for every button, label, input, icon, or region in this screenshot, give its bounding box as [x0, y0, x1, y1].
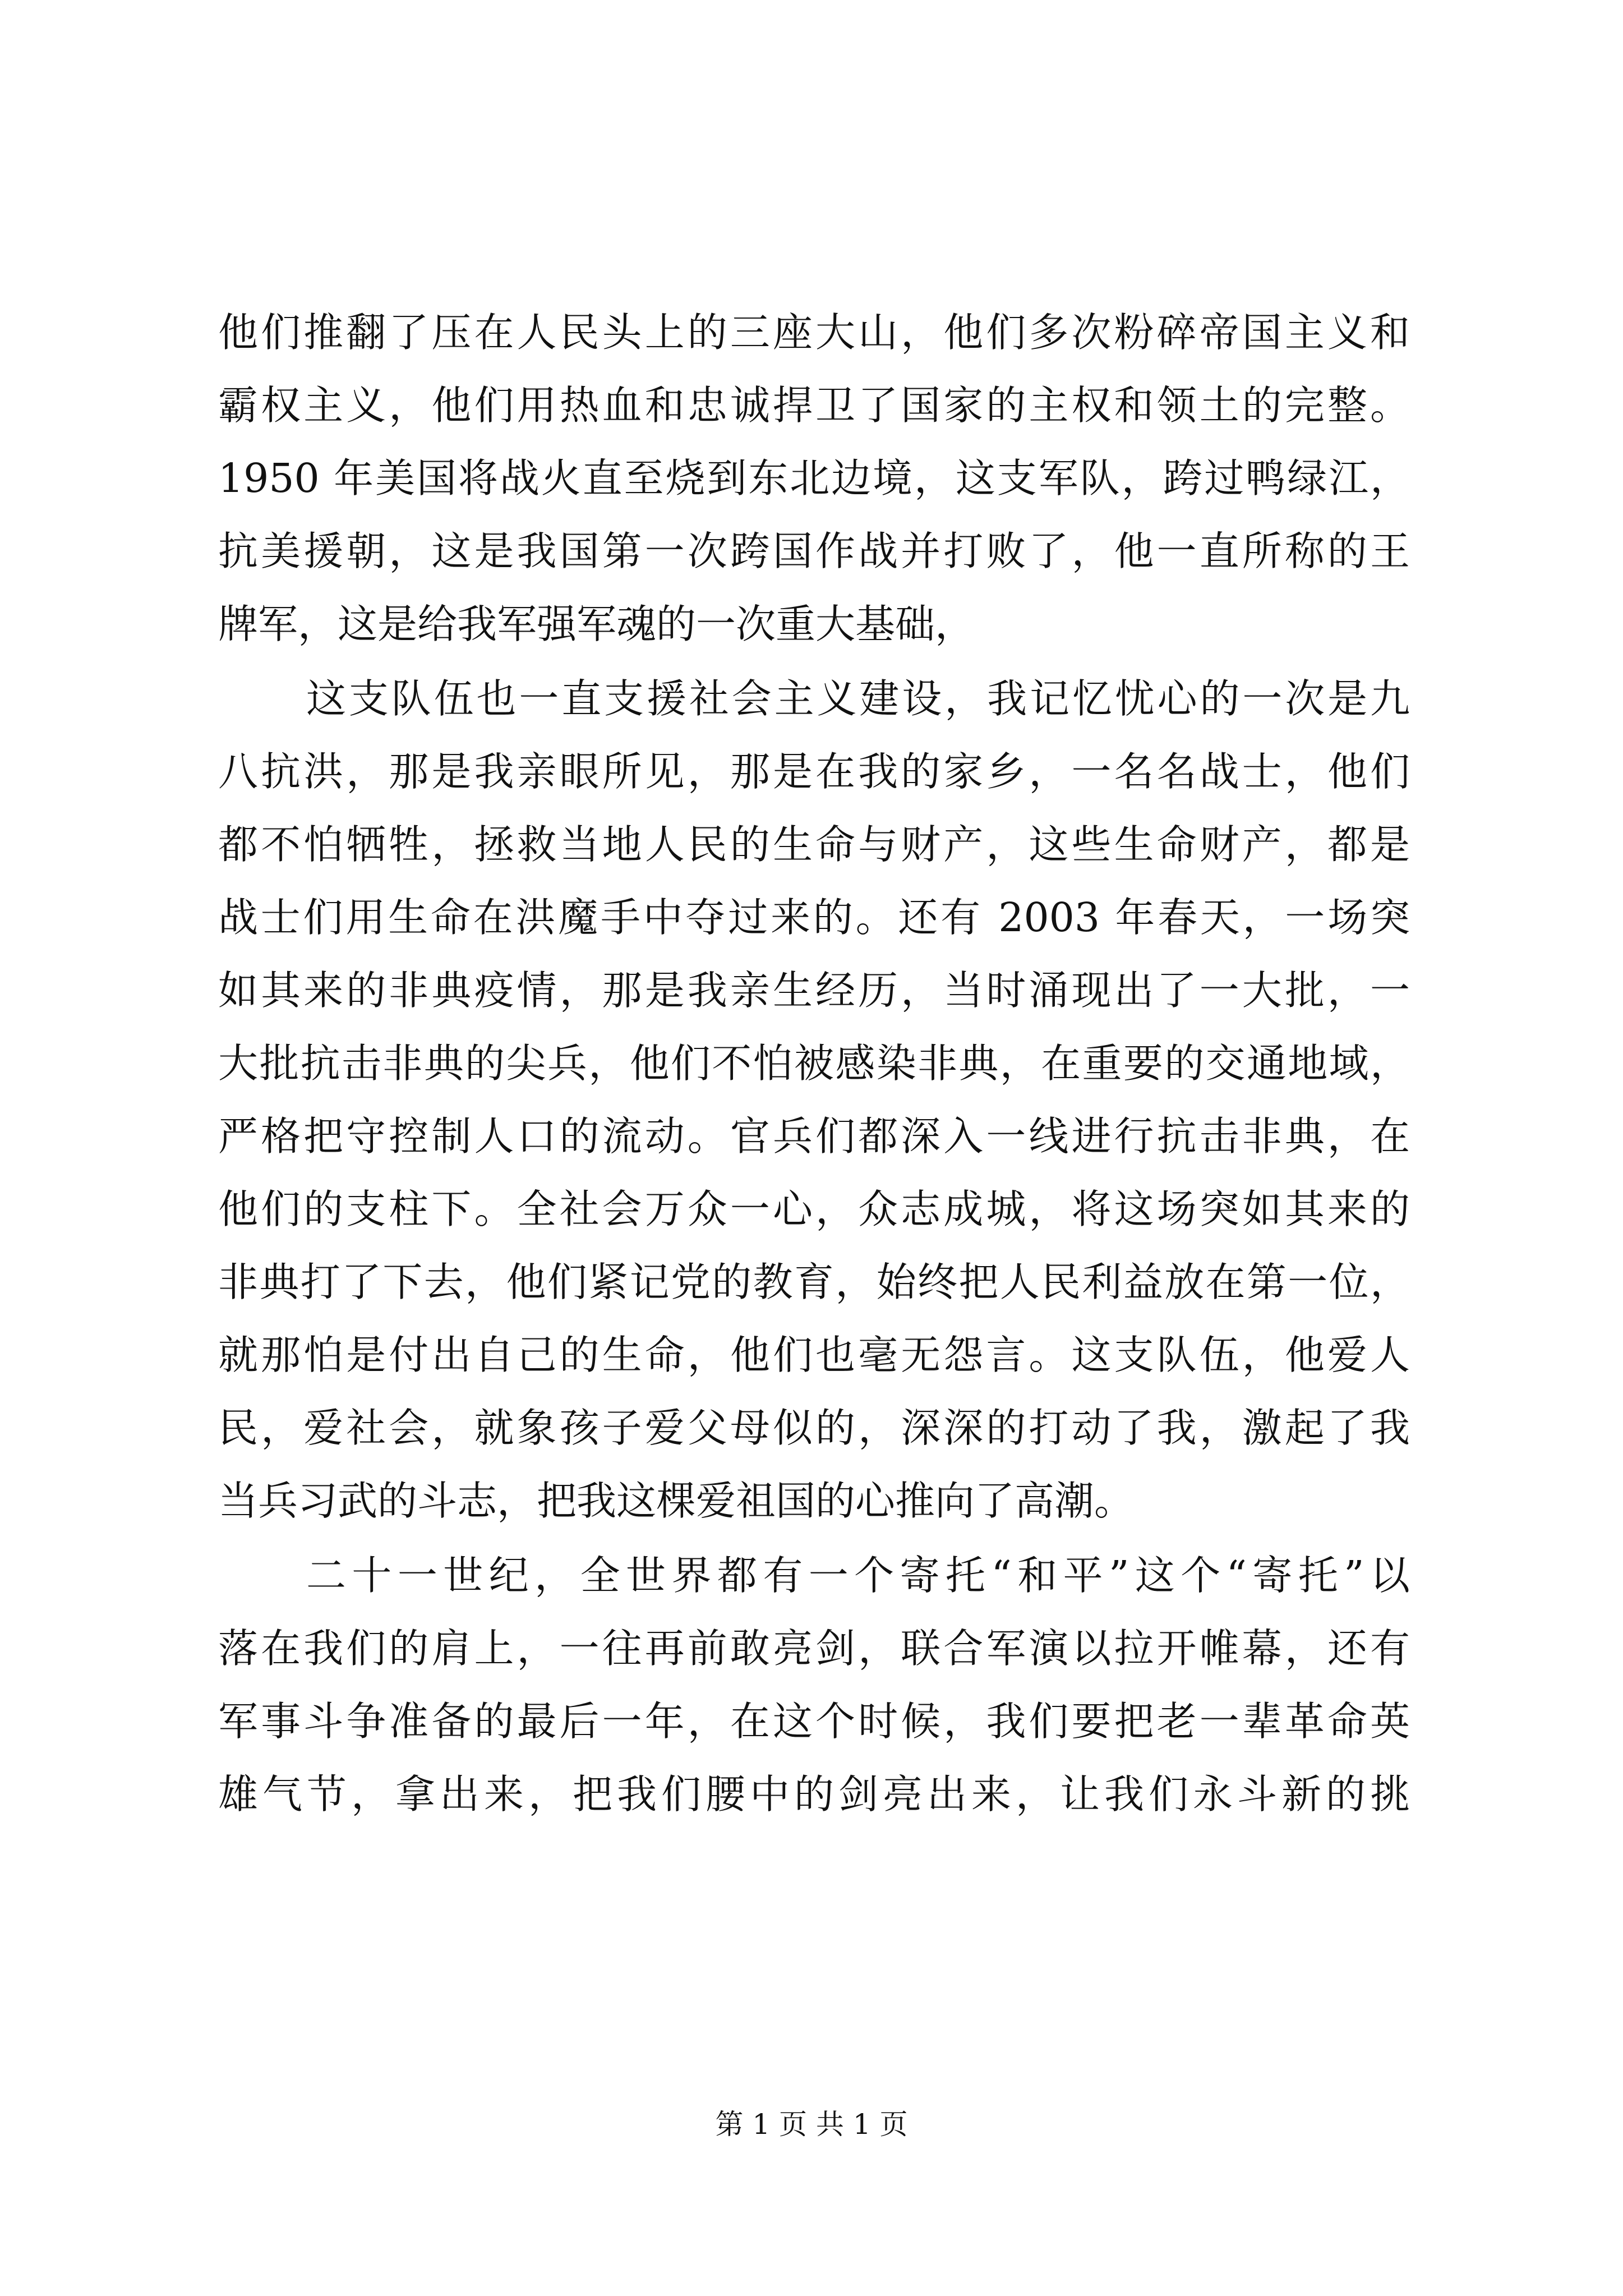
paragraph-2-line-1: 这支队伍也一直支援社会主义建设，我记忆忧心的一次是九 [306, 675, 1410, 722]
paragraph-1-line-2: 霸权主义，他们用热血和忠诚捍卫了国家的主权和领土的完整。 [218, 382, 1410, 429]
paragraph-2-line-2: 八抗洪，那是我亲眼所见，那是在我的家乡，一名名战士，他们 [218, 748, 1410, 795]
paragraph-2-line-3: 都不怕牺牲，拯救当地人民的生命与财产，这些生命财产，都是 [218, 821, 1410, 868]
page-number-footer: 第 1 页 共 1 页 [715, 2108, 908, 2141]
paragraph-2-line-10: 就那怕是付出自己的生命，他们也毫无怨言。这支队伍，他爱人 [218, 1332, 1410, 1378]
paragraph-3-line-4: 雄气节，拿出来，把我们腰中的剑亮出来，让我们永斗新的挑 [218, 1771, 1410, 1818]
paragraph-2-line-7: 严格把守控制人口的流动。官兵们都深入一线进行抗击非典，在 [218, 1113, 1410, 1159]
paragraph-2-line-9: 非典打了下去，他们紧记党的教育，始终把人民利益放在第一位， [218, 1259, 1410, 1305]
paragraph-3-line-1: 二十一世纪，全世界都有一个寄托“和平”这个“寄托”以 [306, 1552, 1410, 1599]
paragraph-2-line-6: 大批抗击非典的尖兵，他们不怕被感染非典，在重要的交通地域， [218, 1040, 1410, 1087]
paragraph-3-line-2: 落在我们的肩上，一往再前敢亮剑，联合军演以拉开帷幕，还有 [218, 1625, 1410, 1672]
paragraph-2-line-4: 战士们用生命在洪魔手中夺过来的。还有 2003 年春天，一场突 [218, 894, 1410, 941]
paragraph-1-line-4: 抗美援朝，这是我国第一次跨国作战并打败了，他一直所称的王 [218, 528, 1410, 574]
paragraph-3-line-3: 军事斗争准备的最后一年，在这个时候，我们要把老一辈革命英 [218, 1698, 1410, 1745]
paragraph-2-line-8: 他们的支柱下。全社会万众一心，众志成城，将这场突如其来的 [218, 1186, 1410, 1232]
paragraph-1-line-3: 1950 年美国将战火直至烧到东北边境，这支军队，跨过鸭绿江， [218, 455, 1410, 501]
paragraph-2-line-11: 民，爱社会，就象孩子爱父母似的，深深的打动了我，激起了我 [218, 1405, 1410, 1451]
paragraph-2-line-12: 当兵习武的斗志，把我这棵爱祖国的心推向了高潮。 [218, 1478, 1135, 1524]
paragraph-1-line-1: 他们推翻了压在人民头上的三座大山，他们多次粉碎帝国主义和 [218, 309, 1410, 356]
paragraph-2-line-5: 如其来的非典疫情，那是我亲生经历，当时涌现出了一大批，一 [218, 967, 1410, 1014]
paragraph-1-line-5: 牌军，这是给我军强军魂的一次重大基础， [218, 601, 975, 647]
